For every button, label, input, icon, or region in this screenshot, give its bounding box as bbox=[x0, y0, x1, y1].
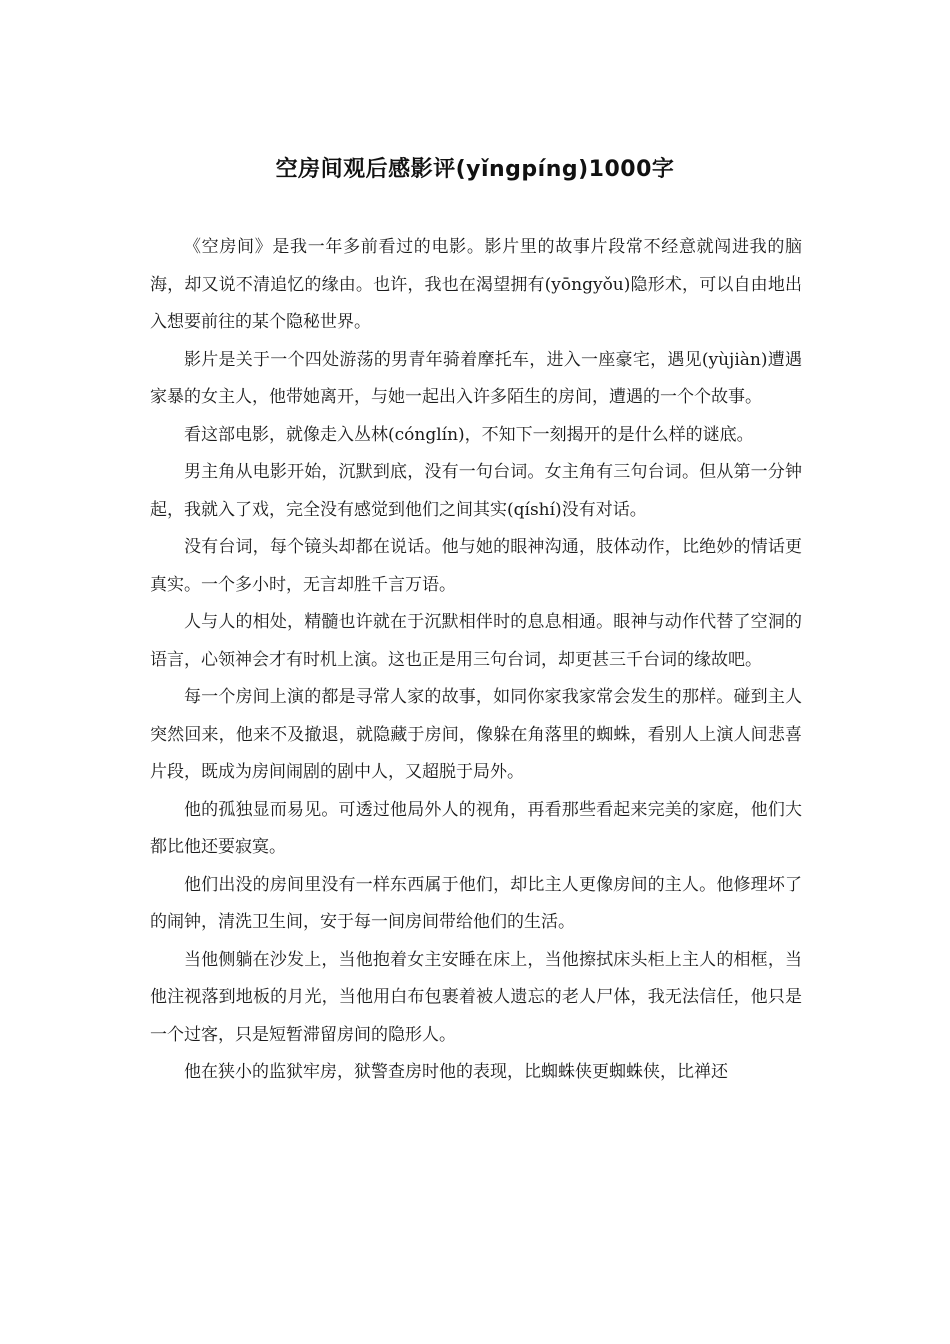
paragraph: 没有台词，每个镜头却都在说话。他与她的眼神沟通，肢体动作，比绝妙的情话更真实。一个多小时，无言却胜千言万语。 bbox=[150, 537, 802, 595]
paragraph: 当他侧躺在沙发上，当他抱着女主安睡在床上，当他擦拭床头柜上主人的相框，当他注视落到地板的月光，当他用白布包裹着被人遗忘的老人尸体，我无法信任，他只是一个过客，只是短暂滞留房间的隐形人。 bbox=[150, 949, 802, 1045]
paragraph: 每一个房间上演的都是寻常人家的故事，如同你家我家常会发生的那样。碰到主人突然回来，他来不及撤退，就隐藏于房间，像躲在角落里的蜘蛛，看别人上演人间悲喜片段，既成为房间闹剧的剧中人，又超脱于局外。 bbox=[150, 687, 802, 782]
paragraph: 《空房间》是我一年多前看过的电影。影片里的故事片段常不经意就闯进我的脑海，却又说不清追忆的缘由。也许，我也在渴望拥有(yōngyǒu)隐形术，可以自由地出入想要前往的某个隐秘世界。 bbox=[150, 237, 802, 332]
paragraph: 他们出没的房间里没有一样东西属于他们，却比主人更像房间的主人。他修理坏了的闹钟，清洗卫生间，安于每一间房间带给他们的生活。 bbox=[150, 874, 802, 932]
paragraph: 他在狭小的监狱牢房，狱警查房时他的表现，比蜘蛛侠更蜘蛛侠，比禅还 bbox=[184, 1062, 728, 1082]
paragraph: 男主角从电影开始，沉默到底，没有一句台词。女主角有三句台词。但从第一分钟起，我就入了戏，完全没有感觉到他们之间其实(qíshí)没有对话。 bbox=[150, 462, 802, 520]
paragraph: 他的孤独显而易见。可透过他局外人的视角，再看那些看起来完美的家庭，他们大都比他还要寂寞。 bbox=[150, 799, 802, 857]
document-title: 空房间观后感影评(yǐngpíng)1000字 bbox=[275, 157, 675, 182]
document-body bbox=[150, 229, 802, 1092]
paragraph: 影片是关于一个四处游荡的男青年骑着摩托车，进入一座豪宅，遇见(yùjiàn)遭遇家暴的女主人，他带她离开，与她一起出入许多陌生的房间，遭遇的一个个故事。 bbox=[150, 349, 802, 407]
paragraph: 看这部电影，就像走入丛林(cónglín)，不知下一刻揭开的是什么样的谜底。 bbox=[184, 424, 754, 445]
paragraph: 人与人的相处，精髓也许就在于沉默相伴时的息息相通。眼神与动作代替了空洞的语言，心领神会才有时机上演。这也正是用三句台词，却更甚三千台词的缘故吧。 bbox=[150, 612, 802, 670]
